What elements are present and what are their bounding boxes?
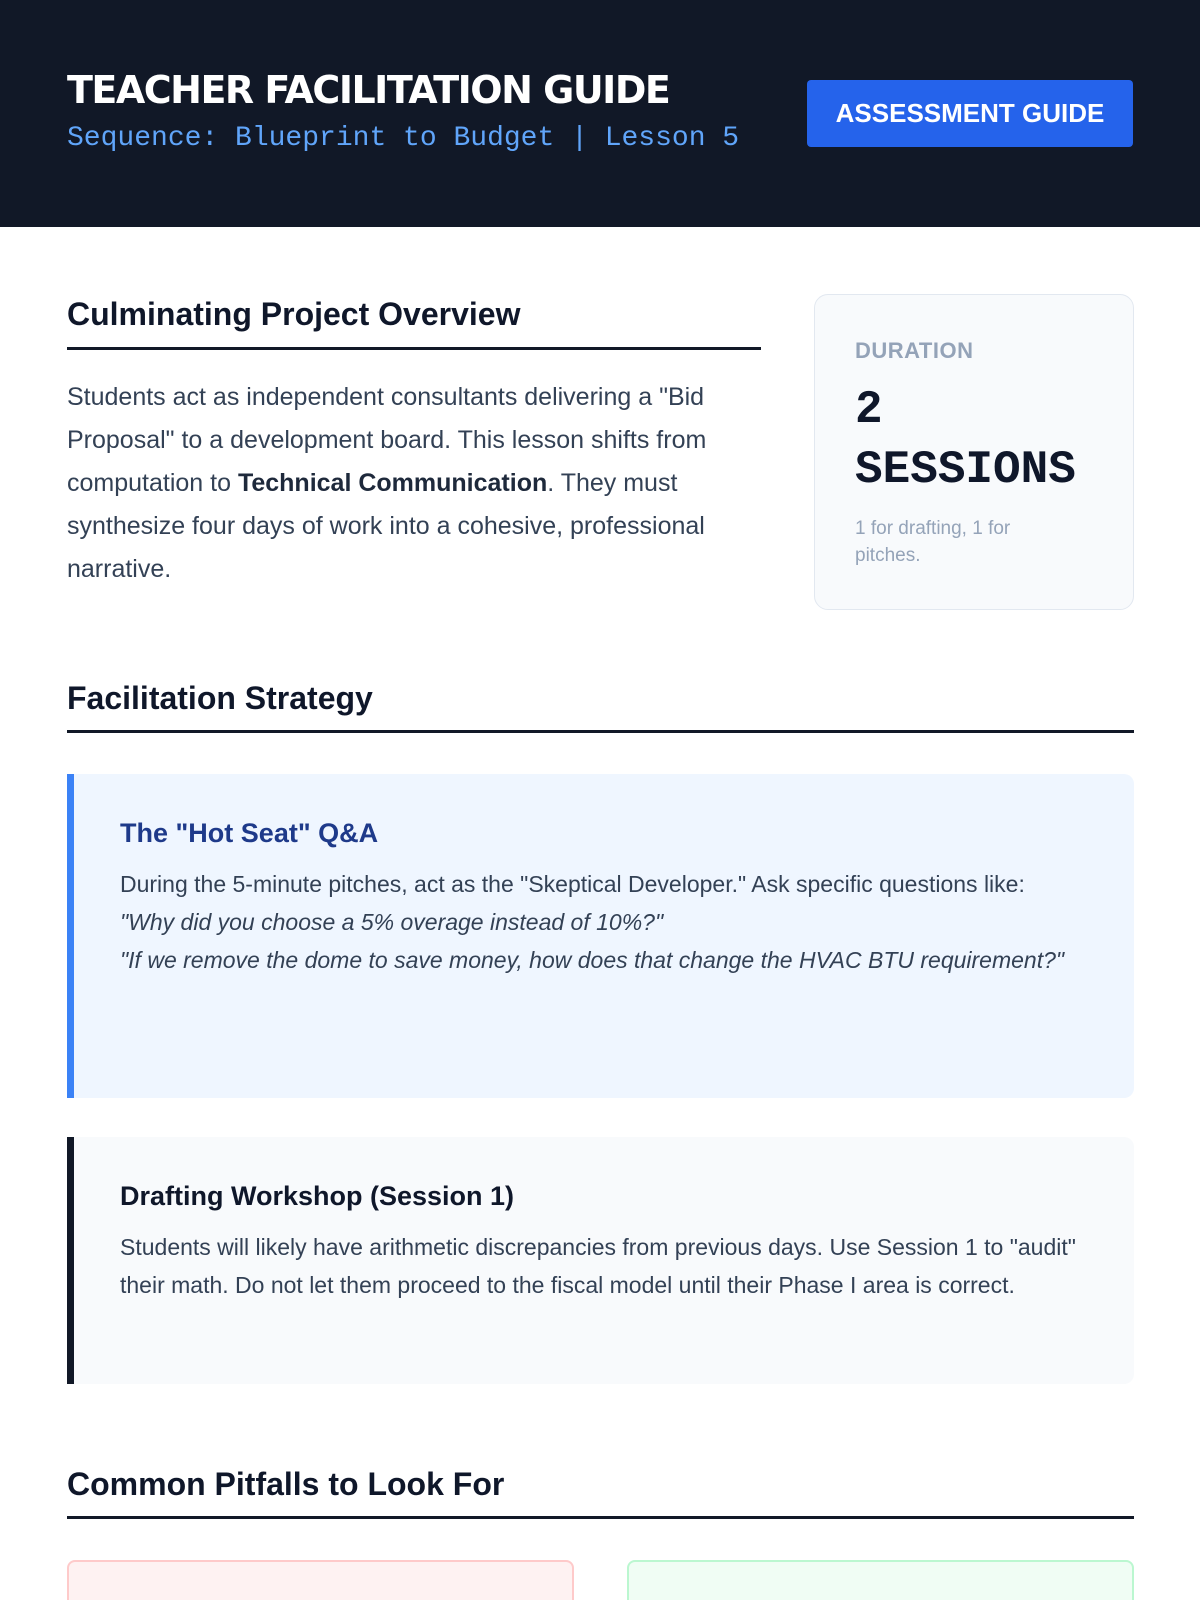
overview-divider <box>67 347 761 350</box>
strategy-divider <box>67 730 1134 733</box>
duration-value: 2 SESSIONS <box>855 384 1076 496</box>
pitfalls-heading: Common Pitfalls to Look For <box>67 1466 505 1502</box>
drafting-workshop-title: Drafting Workshop (Session 1) <box>120 1181 515 1211</box>
hot-seat-body <box>120 865 1088 979</box>
sequence-subtitle: Sequence: Blueprint to Budget | Lesson 5 <box>67 123 740 154</box>
overview-text-part: . They must synthesize four days of work into a cohesive, professional narrative. <box>67 469 705 583</box>
hot-seat-quote: "If we remove the dome to save money, how does that change the HVAC BTU requirement?" <box>120 947 1065 973</box>
overview-text-part: Students act as independent consultants delivering a "Bid Proposal" to a development board. This lesson shifts from computation to <box>67 383 707 497</box>
hot-seat-title: The "Hot Seat" Q&A <box>120 818 379 848</box>
hot-seat-card <box>67 774 1134 1098</box>
duration-note: 1 for drafting, 1 for pitches. <box>855 518 1011 566</box>
assessment-guide-button[interactable]: ASSESSMENT GUIDE <box>807 80 1133 147</box>
hot-seat-quote: "Why did you choose a 5% overage instead of 10%?" <box>120 909 664 935</box>
overview-paragraph <box>67 376 767 591</box>
strategy-heading: Facilitation Strategy <box>67 680 373 716</box>
duration-card <box>814 294 1134 610</box>
overview-emphasis: Technical Communication <box>237 469 548 497</box>
page-header <box>0 0 1200 227</box>
hot-seat-intro: During the 5-minute pitches, act as the "Skeptical Developer." Ask specific questions like: <box>120 871 1025 897</box>
pitfalls-divider <box>67 1516 1134 1519</box>
drafting-workshop-body: Students will likely have arithmetic discrepancies from previous days. Use Session 1 to "audit" their math. Do not let them proceed to the fiscal model until their Phase I area is correct. <box>120 1234 1076 1298</box>
page-title: TEACHER FACILITATION GUIDE <box>67 68 670 112</box>
overview-heading: Culminating Project Overview <box>67 296 521 332</box>
drafting-workshop-card <box>67 1137 1134 1384</box>
duration-label: DURATION <box>855 338 974 363</box>
pitfall-card-red <box>67 1560 574 1600</box>
pitfall-card-green <box>627 1560 1134 1600</box>
